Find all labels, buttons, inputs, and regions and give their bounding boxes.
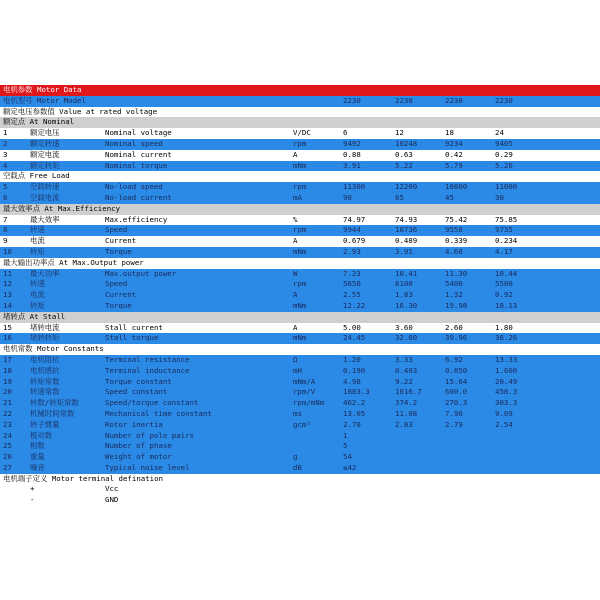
parameter-value: 0.63 [395, 149, 413, 159]
parameter-value: 10.41 [395, 268, 418, 278]
parameter-name-cn: 转数/转矩常数 [30, 398, 79, 408]
parameter-name-cn: 空载转速 [30, 182, 60, 192]
parameter-name-en: Torque constant [105, 376, 172, 386]
parameter-value: 1 [343, 430, 348, 440]
sheet-title: 电机参数 Motor Data [3, 85, 82, 94]
row-number: 26 [3, 452, 12, 462]
parameter-unit: dB [293, 462, 302, 472]
parameter-name-en: Torque [105, 246, 132, 256]
parameter-value: 11.08 [395, 408, 418, 418]
parameter-value: 12200 [395, 182, 418, 192]
parameter-value: 32.60 [395, 333, 418, 343]
parameter-name-cn: 重量 [30, 452, 45, 462]
parameter-value: 5.22 [395, 160, 413, 170]
parameter-unit: V/DC [293, 128, 311, 138]
parameter-value: 39.96 [445, 333, 468, 343]
parameter-name-en: Number of pole pairs [105, 430, 194, 440]
parameter-row [0, 301, 600, 312]
row-number: 14 [3, 300, 12, 310]
parameter-name-en: Max.output power [105, 268, 177, 278]
parameter-value: 5500 [495, 279, 513, 289]
parameter-name-en: Nominal speed [105, 138, 163, 148]
row-number: 7 [3, 214, 8, 224]
parameter-name-cn: 转速常数 [30, 387, 60, 397]
row-number: 6 [3, 192, 8, 202]
row-number: 2 [3, 138, 8, 148]
parameter-row [0, 290, 600, 301]
parameter-value: 19.98 [445, 300, 468, 310]
parameter-value: 54 [343, 452, 352, 462]
section-title: 最大效率点 At Max.Efficiency [3, 203, 121, 213]
terminal-row [0, 484, 600, 495]
row-number: 16 [3, 333, 12, 343]
parameter-row [0, 236, 600, 247]
parameter-value: 11300 [343, 182, 366, 192]
parameter-name-en: Number of phase [105, 441, 172, 451]
parameter-value: 5.26 [495, 160, 513, 170]
parameter-value: 9735 [495, 225, 513, 235]
parameter-value: 65 [395, 192, 404, 202]
parameter-value: 24 [495, 128, 504, 138]
parameter-value: 3.91 [343, 160, 361, 170]
row-number: 25 [3, 441, 12, 451]
model-row [0, 96, 600, 107]
parameter-row [0, 182, 600, 193]
parameter-row [0, 150, 600, 161]
row-number: 18 [3, 365, 12, 375]
parameter-name-en: Weight of motor [105, 452, 172, 462]
parameter-name-cn: 转速 [30, 279, 45, 289]
row-number: 11 [3, 268, 12, 278]
parameter-name-en: No-load speed [105, 182, 163, 192]
parameter-value: 1016.7 [395, 387, 422, 397]
section-title-row [0, 117, 600, 128]
parameter-row [0, 225, 600, 236]
parameter-value: 9944 [343, 225, 361, 235]
parameter-value: 11000 [495, 182, 518, 192]
parameter-value: 458.3 [495, 387, 518, 397]
parameter-row [0, 377, 600, 388]
parameter-value: 9.09 [495, 408, 513, 418]
parameter-value: 374.2 [395, 398, 418, 408]
parameter-value: 2.79 [445, 419, 463, 429]
parameter-value: 7.23 [343, 268, 361, 278]
parameter-row [0, 398, 600, 409]
parameter-unit: % [293, 214, 298, 224]
row-number: 1 [3, 128, 8, 138]
parameter-value: 2.70 [343, 419, 361, 429]
parameter-sections [0, 117, 600, 473]
parameter-name-cn: 转速 [30, 225, 45, 235]
parameter-unit: rpm [293, 182, 307, 192]
parameter-name-cn: 转矩常数 [30, 376, 60, 386]
parameter-name-en: Typical noise level [105, 462, 190, 472]
parameter-value: 303.3 [495, 398, 518, 408]
parameter-row [0, 215, 600, 226]
parameter-value: 74.93 [395, 214, 418, 224]
parameter-unit: A [293, 149, 298, 159]
section-title: 额定点 At Nominal [3, 117, 75, 127]
parameter-value: 0.234 [495, 236, 518, 246]
parameter-row [0, 366, 600, 377]
parameter-unit: mH [293, 365, 302, 375]
parameter-name-cn: 电机阻抗 [30, 354, 60, 364]
parameter-name-en: Max.efficiency [105, 214, 168, 224]
parameter-value: ≤42 [343, 462, 357, 472]
parameter-value: 12.22 [343, 300, 366, 310]
parameter-value: 16.30 [395, 300, 418, 310]
rated-voltage-row [0, 107, 600, 118]
parameter-name-en: Rotor inertia [105, 419, 163, 429]
parameter-name-cn: 转子惯量 [30, 419, 60, 429]
parameter-name-cn: 最大效率 [30, 214, 60, 224]
row-number: 15 [3, 322, 12, 332]
parameter-name-cn: 机械时间常数 [30, 408, 75, 418]
parameter-value: 5.00 [343, 322, 361, 332]
parameter-value: 4.60 [445, 246, 463, 256]
parameter-value: 2.54 [495, 419, 513, 429]
parameter-unit: W [293, 268, 298, 278]
section-title: 电机常数 Motor Constants [3, 344, 104, 354]
parameter-value: 600.0 [445, 387, 468, 397]
parameter-name-en: Stall current [105, 322, 163, 332]
parameter-unit: mNm [293, 160, 307, 170]
terminal-title-row [0, 474, 600, 485]
row-number: 19 [3, 376, 12, 386]
parameter-unit: mNm [293, 246, 307, 256]
parameter-value: 7.90 [445, 408, 463, 418]
row-number: 9 [3, 236, 8, 246]
parameter-value: 12 [395, 128, 404, 138]
parameter-unit: rpm [293, 279, 307, 289]
row-number: 8 [3, 225, 8, 235]
parameter-name-en: Speed/torque constant [105, 398, 199, 408]
parameter-row [0, 161, 600, 172]
parameter-unit: Ω [293, 354, 298, 364]
parameter-value: 10248 [395, 138, 418, 148]
model-value: 2230 [395, 95, 413, 105]
parameter-unit: mA [293, 192, 302, 202]
parameter-value: 6.92 [445, 354, 463, 364]
parameter-value: 1.83 [395, 290, 413, 300]
parameter-value: 24.45 [343, 333, 366, 343]
parameter-value: 270.3 [445, 398, 468, 408]
row-number: 4 [3, 160, 8, 170]
parameter-value: 0.42 [445, 149, 463, 159]
parameter-value: 6 [343, 128, 348, 138]
terminal-name: GND [105, 495, 119, 505]
parameter-name-cn: 堵转转矩 [30, 333, 60, 343]
parameter-value: 75.85 [495, 214, 518, 224]
parameter-unit: A [293, 236, 298, 246]
parameter-unit: rpm [293, 138, 307, 148]
parameter-name-en: Stall torque [105, 333, 159, 343]
parameter-row [0, 139, 600, 150]
parameter-row [0, 333, 600, 344]
terminal-sign: + [30, 484, 35, 494]
row-number: 5 [3, 182, 8, 192]
parameter-unit: gcm² [293, 419, 311, 429]
parameter-value: 0.339 [445, 236, 468, 246]
model-label: 电机型号 Motor Model [3, 95, 86, 105]
section-title-row [0, 171, 600, 182]
section-title: 最大输出功率点 At Max.Output power [3, 257, 144, 267]
row-number: 20 [3, 387, 12, 397]
parameter-unit: mNm [293, 333, 307, 343]
section-title: 空载点 Free Load [3, 171, 70, 181]
row-number: 12 [3, 279, 12, 289]
parameter-name-cn: 额定电流 [30, 149, 60, 159]
parameter-value: 9558 [445, 225, 463, 235]
model-value: 2230 [343, 95, 361, 105]
parameter-unit: A [293, 290, 298, 300]
row-number: 13 [3, 290, 12, 300]
parameter-name-cn: 极对数 [30, 430, 53, 440]
parameter-unit: ms [293, 408, 302, 418]
parameter-name-en: No-load current [105, 192, 172, 202]
parameter-row [0, 279, 600, 290]
parameter-name-en: Mechanical time constant [105, 408, 212, 418]
parameter-row [0, 452, 600, 463]
parameter-row [0, 247, 600, 258]
parameter-name-en: Speed [105, 225, 128, 235]
section-title-row [0, 258, 600, 269]
parameter-name-cn: 额定电压 [30, 128, 60, 138]
parameter-value: 6100 [395, 279, 413, 289]
parameter-value: 13.05 [343, 408, 366, 418]
model-value: 2230 [445, 95, 463, 105]
parameter-value: 1.600 [495, 365, 518, 375]
sheet-header [0, 85, 600, 96]
parameter-name-en: Torque [105, 300, 132, 310]
parameter-value: 11.30 [445, 268, 468, 278]
row-number: 10 [3, 246, 12, 256]
parameter-name-en: Nominal voltage [105, 128, 172, 138]
parameter-value: 45 [445, 192, 454, 202]
terminal-name: Vcc [105, 484, 119, 494]
terminal-title: 电机端子定义 Motor terminal defination [3, 473, 164, 483]
parameter-value: 3.33 [395, 354, 413, 364]
parameter-name-en: Terminal resistance [105, 354, 190, 364]
parameter-value: 0.88 [343, 149, 361, 159]
parameter-unit: rpm/V [293, 387, 316, 397]
parameter-value: 4.17 [495, 246, 513, 256]
parameter-name-cn: 额定转速 [30, 138, 60, 148]
parameter-name-cn: 电流 [30, 236, 45, 246]
parameter-value: 3.91 [395, 246, 413, 256]
parameter-name-cn: 相数 [30, 441, 45, 451]
parameter-value: 5.79 [445, 160, 463, 170]
parameter-value: 75.42 [445, 214, 468, 224]
parameter-unit: mNm/A [293, 376, 316, 386]
parameter-name-en: Current [105, 236, 137, 246]
parameter-row [0, 128, 600, 139]
parameter-value: 10.44 [495, 268, 518, 278]
parameter-value: 0.489 [395, 236, 418, 246]
motor-data-sheet [0, 85, 600, 506]
row-number: 17 [3, 354, 12, 364]
section-title-row [0, 344, 600, 355]
parameter-value: 18 [445, 128, 454, 138]
parameter-name-cn: 电流 [30, 290, 45, 300]
parameter-row [0, 323, 600, 334]
rated-voltage-title: 额定电压参数值 Value at rated voltage [3, 106, 158, 116]
parameter-row [0, 441, 600, 452]
parameter-value: 10800 [445, 182, 468, 192]
parameter-value: 36.26 [495, 333, 518, 343]
parameter-value: 2.60 [445, 322, 463, 332]
parameter-value: 5650 [343, 279, 361, 289]
parameter-name-cn: 最大功率 [30, 268, 60, 278]
terminal-sign: - [30, 495, 35, 505]
parameter-name-cn: 额定转矩 [30, 160, 60, 170]
parameter-value: 15.64 [445, 376, 468, 386]
model-value: 2230 [495, 95, 513, 105]
parameter-value: 9405 [495, 138, 513, 148]
parameter-value: 2.83 [395, 419, 413, 429]
parameter-name-cn: 堵转电流 [30, 322, 60, 332]
parameter-value: 5400 [445, 279, 463, 289]
terminal-row [0, 495, 600, 506]
parameter-row [0, 420, 600, 431]
parameter-value: 9.22 [395, 376, 413, 386]
parameter-value: 0.850 [445, 365, 468, 375]
parameter-value: 2.55 [343, 290, 361, 300]
parameter-name-cn: 电机感抗 [30, 365, 60, 375]
parameter-row [0, 355, 600, 366]
parameter-name-en: Speed constant [105, 387, 168, 397]
parameter-value: 0.190 [343, 365, 366, 375]
row-number: 23 [3, 419, 12, 429]
section-title-row [0, 204, 600, 215]
parameter-name-en: Speed [105, 279, 128, 289]
parameter-name-cn: 转矩 [30, 300, 45, 310]
parameter-value: 9492 [343, 138, 361, 148]
parameter-value: 0.403 [395, 365, 418, 375]
parameter-name-en: Nominal current [105, 149, 172, 159]
row-number: 24 [3, 430, 12, 440]
parameter-unit: rpm/mNm [293, 398, 325, 408]
parameter-row [0, 269, 600, 280]
row-number: 3 [3, 149, 8, 159]
parameter-value: 3.60 [395, 322, 413, 332]
parameter-value: 1883.3 [343, 387, 370, 397]
parameter-value: 13.33 [495, 354, 518, 364]
row-number: 21 [3, 398, 12, 408]
parameter-value: 9234 [445, 138, 463, 148]
parameter-value: 462.2 [343, 398, 366, 408]
parameter-value: 4.98 [343, 376, 361, 386]
parameter-row [0, 193, 600, 204]
parameter-name-cn: 噪音 [30, 462, 45, 472]
parameter-value: 30 [495, 192, 504, 202]
parameter-value: 0.679 [343, 236, 366, 246]
parameter-name-en: Terminal inductance [105, 365, 190, 375]
row-number: 22 [3, 408, 12, 418]
parameter-unit: mNm [293, 300, 307, 310]
parameter-value: 1.80 [495, 322, 513, 332]
parameter-value: 10736 [395, 225, 418, 235]
section-title: 堵转点 At Stall [3, 311, 66, 321]
parameter-value: 2.93 [343, 246, 361, 256]
parameter-value: 0.92 [495, 290, 513, 300]
section-title-row [0, 312, 600, 323]
parameter-unit: A [293, 322, 298, 332]
parameter-name-en: Nominal torque [105, 160, 168, 170]
parameter-value: 90 [343, 192, 352, 202]
parameter-row [0, 387, 600, 398]
parameter-row [0, 463, 600, 474]
parameter-name-en: Current [105, 290, 137, 300]
parameter-value: 1.32 [445, 290, 463, 300]
parameter-value: 0.29 [495, 149, 513, 159]
parameter-value: 20.49 [495, 376, 518, 386]
parameter-value: 74.97 [343, 214, 366, 224]
parameter-unit: g [293, 452, 298, 462]
parameter-row [0, 409, 600, 420]
parameter-value: 5 [343, 441, 348, 451]
row-number: 27 [3, 462, 12, 472]
parameter-value: 1.20 [343, 354, 361, 364]
parameter-name-cn: 空载电流 [30, 192, 60, 202]
parameter-unit: rpm [293, 225, 307, 235]
parameter-value: 18.13 [495, 300, 518, 310]
parameter-row [0, 431, 600, 442]
parameter-name-cn: 转矩 [30, 246, 45, 256]
